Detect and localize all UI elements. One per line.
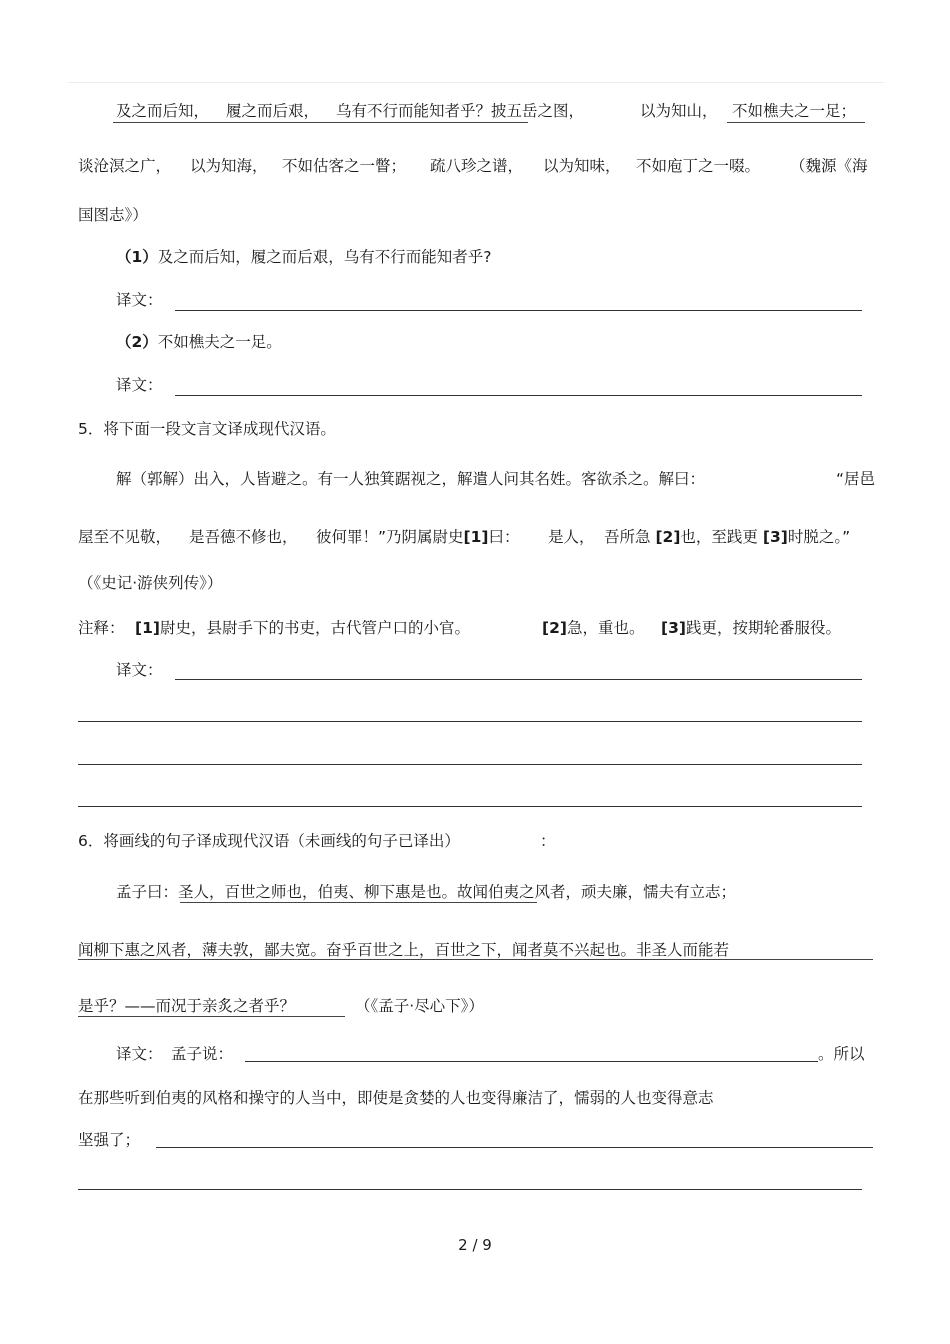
q4-sub1 — [116, 247, 492, 267]
q4-passage-2g: （魏源《海 — [790, 157, 868, 175]
q4-sub2 — [116, 332, 282, 352]
q5-source: （《史记·游侠列传》） — [78, 574, 223, 592]
q6-given-translation-1: 在那些听到伯夷的风格和操守的人当中，即使是贪婪的人也变得廉洁了，懦弱的人也变得意志 — [78, 1089, 714, 1107]
underline-q4-sentence1 — [113, 122, 528, 123]
top-rule — [68, 82, 884, 83]
q6-answer-label: 译文： — [116, 1045, 163, 1063]
q5-note-2-text: 急，重也。 — [566, 619, 645, 637]
q4-passage-3: 国图志》） — [78, 206, 148, 224]
q4-passage-2d: 疏八珍之谱， — [430, 157, 524, 175]
q5-passage-2c-text: 彼何罪！”乃阴属尉史 — [316, 528, 464, 546]
q5-passage-2e-mid: 也，至践更 — [680, 528, 758, 546]
q5-note-3-number: [3] — [661, 619, 686, 637]
q5-answer-line-1[interactable] — [175, 679, 862, 680]
q4-sub1-answer-label: 译文： — [116, 291, 163, 309]
q6-passage-1: 孟子曰：圣人，百世之师也，伯夷、柳下惠是也。故闻伯夷之风者，顽夫廉，懦夫有立志； — [116, 883, 737, 901]
q5-note-ref-1: [1] — [463, 528, 489, 546]
q4-passage-1c: 乌有不行而能知者乎？披五岳之图， — [336, 102, 585, 120]
q6-source: （《孟子·尽心下》） — [355, 997, 484, 1015]
q4-sub2-number: （2） — [116, 333, 158, 351]
q5-passage-2a: 屋至不见敬， — [78, 528, 172, 546]
q5-note-3 — [661, 618, 841, 638]
q5-note-1 — [135, 618, 470, 638]
underline-q4-sentence2 — [727, 122, 865, 123]
q4-passage-1e: 不如樵夫之一足； — [732, 102, 857, 120]
q5-passage-2e-text: 吾所急 — [604, 528, 651, 546]
q4-passage-1b: 履之而后艰， — [226, 102, 320, 120]
q6-so: 。所以 — [818, 1045, 865, 1063]
q5-passage-2c-after: 曰： — [488, 528, 520, 546]
q4-passage-2e: 以为知味， — [543, 157, 621, 175]
q5-answer-line-3[interactable] — [78, 764, 862, 765]
q5-passage-2b: 是吾德不修也， — [189, 528, 298, 546]
q4-passage-1d: 以为知山， — [640, 102, 718, 120]
page-number: 2 / 9 — [458, 1236, 492, 1254]
q6-heading-colon: ： — [540, 832, 556, 850]
q4-passage-2b: 以为知海， — [190, 157, 268, 175]
underline-q6-sentence1 — [180, 902, 537, 903]
q5-note-3-text: 践更，按期轮番服役。 — [685, 619, 841, 637]
q5-note-label: 注释： — [78, 619, 125, 637]
q5-passage-1b: “居邑 — [836, 470, 876, 488]
q5-note-ref-3: [3] — [762, 528, 788, 546]
q6-answer-line-1[interactable] — [245, 1061, 818, 1062]
underline-q6-sentence3 — [78, 1016, 345, 1017]
q5-note-ref-2: [2] — [655, 528, 681, 546]
q4-sub1-answer-line[interactable] — [175, 310, 862, 311]
q6-passage-2: 闻柳下惠之风者，薄夫敦，鄙夫宽。奋乎百世之上，百世之下，闻者莫不兴起也。非圣人而能若 — [78, 941, 730, 959]
q6-heading: 6．将画线的句子译成现代汉语（未画线的句子已译出） — [78, 832, 460, 850]
q6-answer-line-2[interactable] — [156, 1147, 873, 1148]
q6-passage-3a: 是乎？——而况于亲炙之者乎？ — [78, 997, 296, 1015]
q4-passage-1a: 及之而后知， — [116, 102, 210, 120]
q4-passage-2c: 不如估客之一瞥； — [282, 157, 407, 175]
q4-sub2-answer-label: 译文： — [116, 376, 163, 394]
q5-note-1-number: [1] — [135, 619, 160, 637]
q6-given-translation-2: 坚强了； — [78, 1131, 141, 1149]
q5-heading: 5．将下面一段文言文译成现代汉语。 — [78, 420, 336, 438]
q6-mencius-said: 孟子说： — [171, 1045, 234, 1063]
q6-answer-line-3[interactable] — [78, 1189, 862, 1190]
q5-note-2 — [542, 618, 644, 638]
q5-passage-2c — [316, 527, 520, 547]
q5-passage-2e-end: 时脱之。” — [787, 528, 851, 546]
q4-sub1-text: 及之而后知，履之而后艰，乌有不行而能知者乎? — [157, 248, 492, 266]
q5-passage-1a: 解（郭解）出入，人皆避之。有一人独箕踞视之，解遣人问其名姓。客欲杀之。解曰： — [116, 470, 706, 488]
q4-passage-2a: 谈沧溟之广， — [78, 157, 172, 175]
q5-answer-label: 译文： — [116, 661, 163, 679]
q5-passage-2e — [604, 527, 850, 547]
q5-note-2-number: [2] — [542, 619, 567, 637]
q4-sub2-text: 不如樵夫之一足。 — [157, 333, 282, 351]
q5-answer-line-4[interactable] — [78, 806, 862, 807]
q4-sub2-answer-line[interactable] — [175, 395, 862, 396]
q5-passage-2d: 是人， — [548, 528, 595, 546]
q5-answer-line-2[interactable] — [78, 721, 862, 722]
q4-sub1-number: （1） — [116, 248, 158, 266]
underline-q6-sentence2 — [78, 959, 873, 960]
q5-note-1-text: 尉史，县尉手下的书吏，古代管户口的小官。 — [159, 619, 470, 637]
q4-passage-2f: 不如庖丁之一啜。 — [636, 157, 761, 175]
